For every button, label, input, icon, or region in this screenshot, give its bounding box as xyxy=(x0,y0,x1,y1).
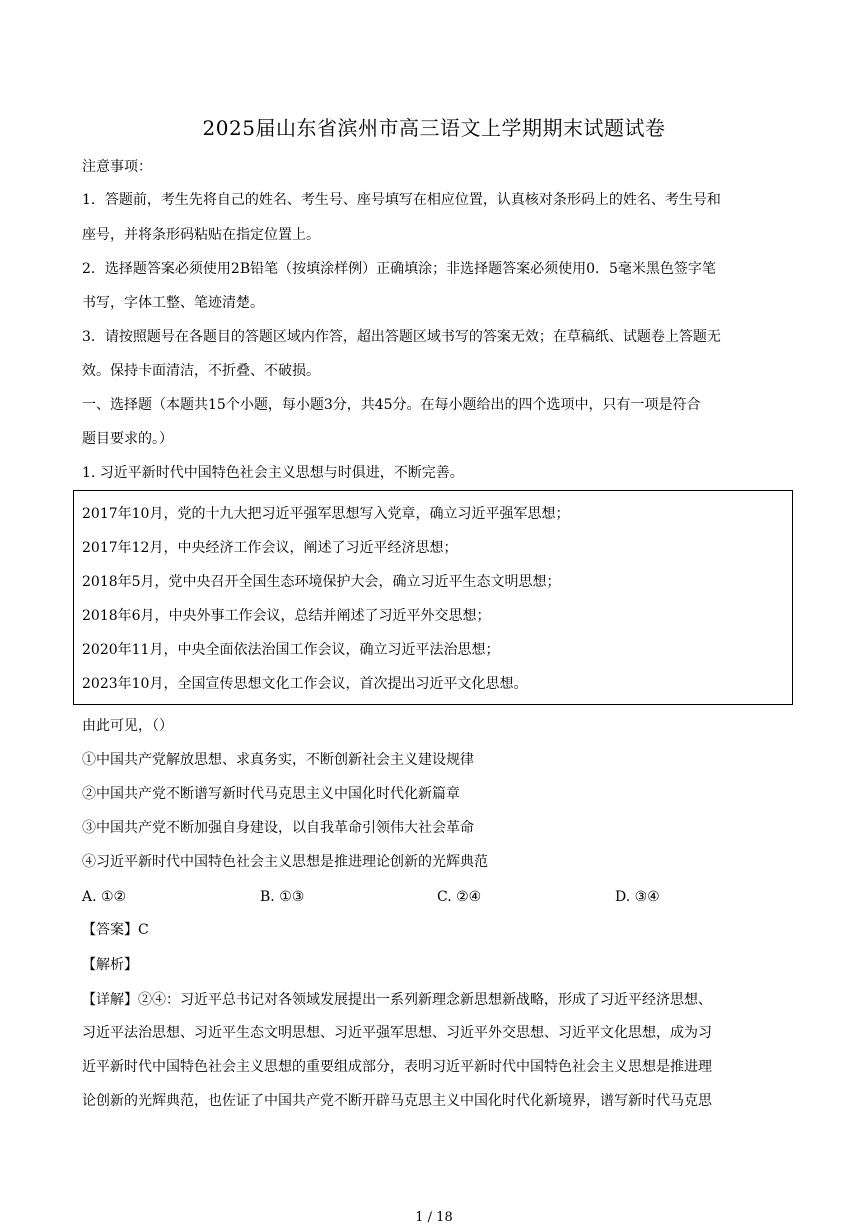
material-line: 2023年10月，全国宣传思想文化工作会议，首次提出习近平文化思想。 xyxy=(82,676,528,692)
option-c: C. ②④ xyxy=(437,889,482,905)
section-heading-line: 一、选择题（本题共15个小题，每小题3分，共45分。在每小题给出的四个选项中，只有一项是符合 xyxy=(82,397,701,413)
notice-heading: 注意事项： xyxy=(82,159,152,175)
detail-line: 论创新的光辉典范，也佐证了中国共产党不断开辟马克思主义中国化时代化新境界，谱写新时代马克思 xyxy=(82,1093,712,1109)
answer-label: 【答案】C xyxy=(82,922,149,938)
question-1-stem: 1. 习近平新时代中国特色社会主义思想与时俱进，不断完善。 xyxy=(82,465,464,481)
notice-line: 座号，并将条形码粘贴在指定位置上。 xyxy=(82,227,320,243)
analysis-heading: 【解析】 xyxy=(82,957,138,973)
material-line: 2018年6月，中央外事工作会议，总结并阐述了习近平外交思想； xyxy=(82,608,491,624)
section-heading-line: 题目要求的。） xyxy=(82,431,173,447)
detail-line: 近平新时代中国特色社会主义思想的重要组成部分，表明习近平新时代中国特色社会主义思想是推进理 xyxy=(82,1059,712,1075)
statement-item: ②中国共产党不断谱写新时代马克思主义中国化时代化新篇章 xyxy=(82,786,460,802)
notice-line: 1．答题前，考生先将自己的姓名、考生号、座号填写在相应位置，认真核对条形码上的姓名、考生号和 xyxy=(82,192,721,208)
option-d: D. ③④ xyxy=(615,889,660,905)
notice-line: 书写，字体工整、笔迹清楚。 xyxy=(82,295,264,311)
detail-line: 习近平法治思想、习近平生态文明思想、习近平强军思想、习近平外交思想、习近平文化思想，成为习 xyxy=(82,1025,712,1041)
option-b: B. ①③ xyxy=(260,889,305,905)
material-line: 2018年5月，党中央召开全国生态环境保护大会，确立习近平生态文明思想； xyxy=(82,574,561,590)
question-1-prompt: 由此可见，（） xyxy=(82,718,173,734)
notice-line: 2．选择题答案必须使用2B铅笔（按填涂样例）正确填涂；非选择题答案必须使用0．5毫米黑色签字笔 xyxy=(82,261,716,277)
material-line: 2017年12月，中央经济工作会议，阐述了习近平经济思想； xyxy=(82,540,458,556)
material-line: 2020年11月，中央全面依法治国工作会议，确立习近平法治思想； xyxy=(82,642,500,658)
option-a: A. ①② xyxy=(82,889,127,905)
statement-item: ①中国共产党解放思想、求真务实，不断创新社会主义建设规律 xyxy=(82,752,474,768)
detail-line: 【详解】②④：习近平总书记对各领域发展提出一系列新理念新思想新战略，形成了习近平经济思想、 xyxy=(82,992,712,1008)
answer-options xyxy=(82,887,792,907)
page-number: 1 / 18 xyxy=(415,1210,453,1225)
statement-item: ③中国共产党不断加强自身建设，以自我革命引领伟大社会革命 xyxy=(82,820,474,836)
statement-item: ④习近平新时代中国特色社会主义思想是推进理论创新的光辉典范 xyxy=(82,854,488,870)
question-1-material-box xyxy=(73,490,793,705)
material-line: 2017年10月，党的十九大把习近平强军思想写入党章，确立习近平强军思想； xyxy=(82,506,570,522)
notice-line: 效。保持卡面清洁，不折叠、不破损。 xyxy=(82,363,320,379)
notice-line: 3．请按照题号在各题目的答题区域内作答，超出答题区域书写的答案无效；在草稿纸、试题卷上答题无 xyxy=(82,329,721,345)
document-title: 2025届山东省滨州市高三语文上学期期末试题试卷 xyxy=(202,116,666,140)
